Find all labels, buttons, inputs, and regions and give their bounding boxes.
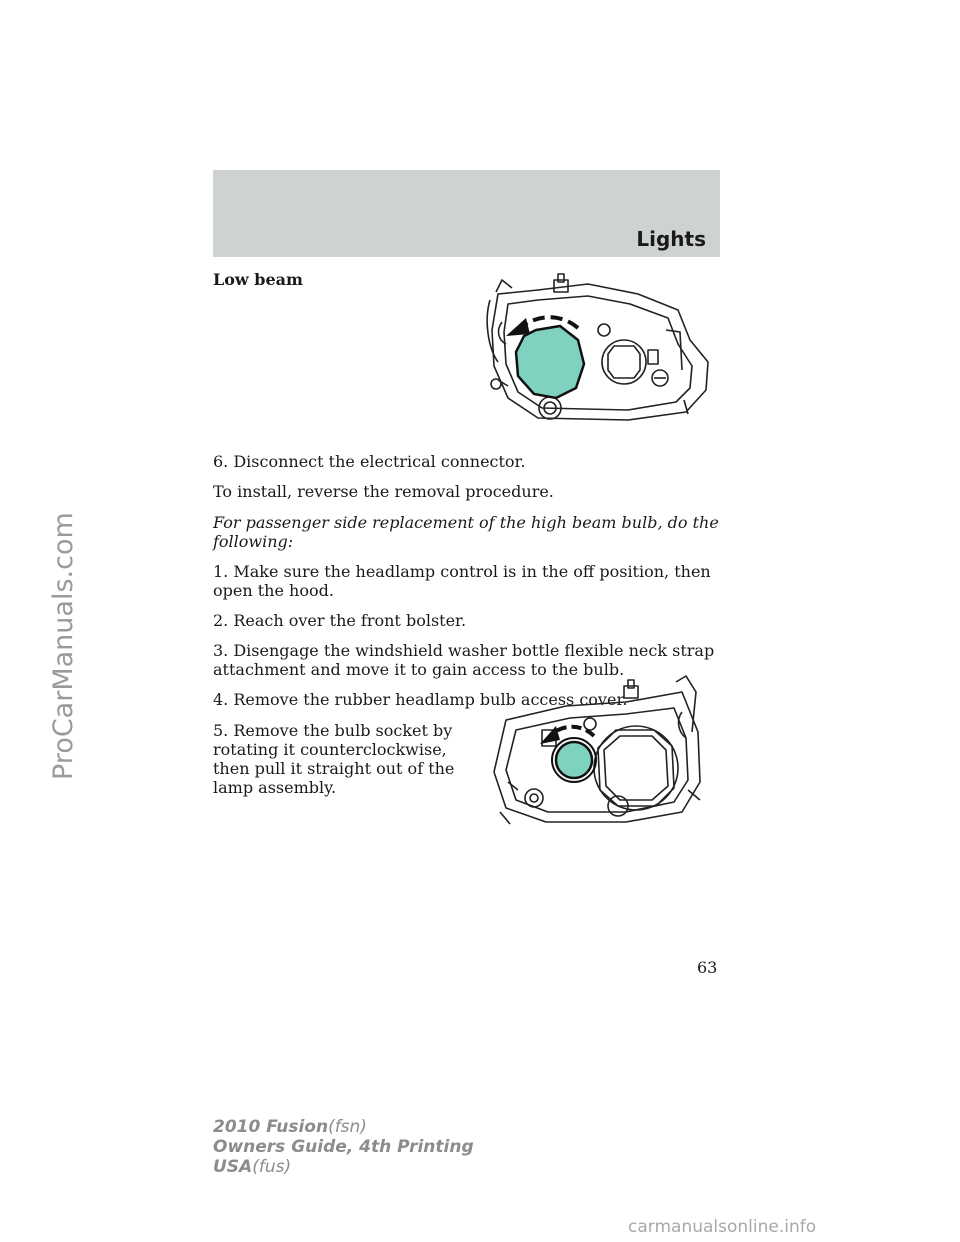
footer-line-2: Owners Guide, 4th Printing [213, 1137, 474, 1157]
footer [213, 1117, 474, 1177]
page-number: 63 [697, 958, 718, 977]
paragraph-4: 1. Make sure the headlamp control is in the off position, then open the hood. [213, 562, 711, 600]
paragraph-2: To install, reverse the removal procedure. [213, 482, 554, 501]
paragraph-1: 6. Disconnect the electrical connector. [213, 452, 526, 471]
footer-region: USA [213, 1157, 253, 1177]
section-title: Lights [636, 227, 706, 251]
paragraph-5: 2. Reach over the front bolster. [213, 611, 467, 630]
side-watermark [4, 420, 79, 1220]
subheading-low-beam: Low beam [213, 270, 303, 289]
side-watermark-text: ProCarManuals.com [48, 512, 79, 780]
paragraph-8: 5. Remove the bulb socket by rotating it counterclockwise, then pull it straight out of the lamp assembly. [213, 721, 455, 797]
footer-line-3 [213, 1157, 474, 1177]
paragraph-6: 3. Disengage the windshield washer bottle flexible neck strap attachment and move it to gain access to the bulb. [213, 641, 715, 679]
bulb-socket [516, 326, 584, 398]
footer-line-1 [213, 1117, 474, 1137]
paragraph-7: 4. Remove the rubber headlamp bulb access cover. [213, 690, 628, 709]
high-beam-headlamp-illustration [486, 672, 716, 834]
bulb-socket [556, 742, 592, 778]
section-header-band [213, 170, 720, 257]
footer-region-code: (fus) [252, 1157, 292, 1177]
paragraph-3: For passenger side replacement of the high beam bulb, do the following: [213, 513, 719, 551]
footer-model: 2010 Fusion [213, 1117, 329, 1137]
footer-model-code: (fsn) [328, 1117, 367, 1137]
low-beam-headlamp-illustration [478, 270, 716, 430]
bottom-watermark: carmanualsonline.info [628, 1217, 817, 1237]
